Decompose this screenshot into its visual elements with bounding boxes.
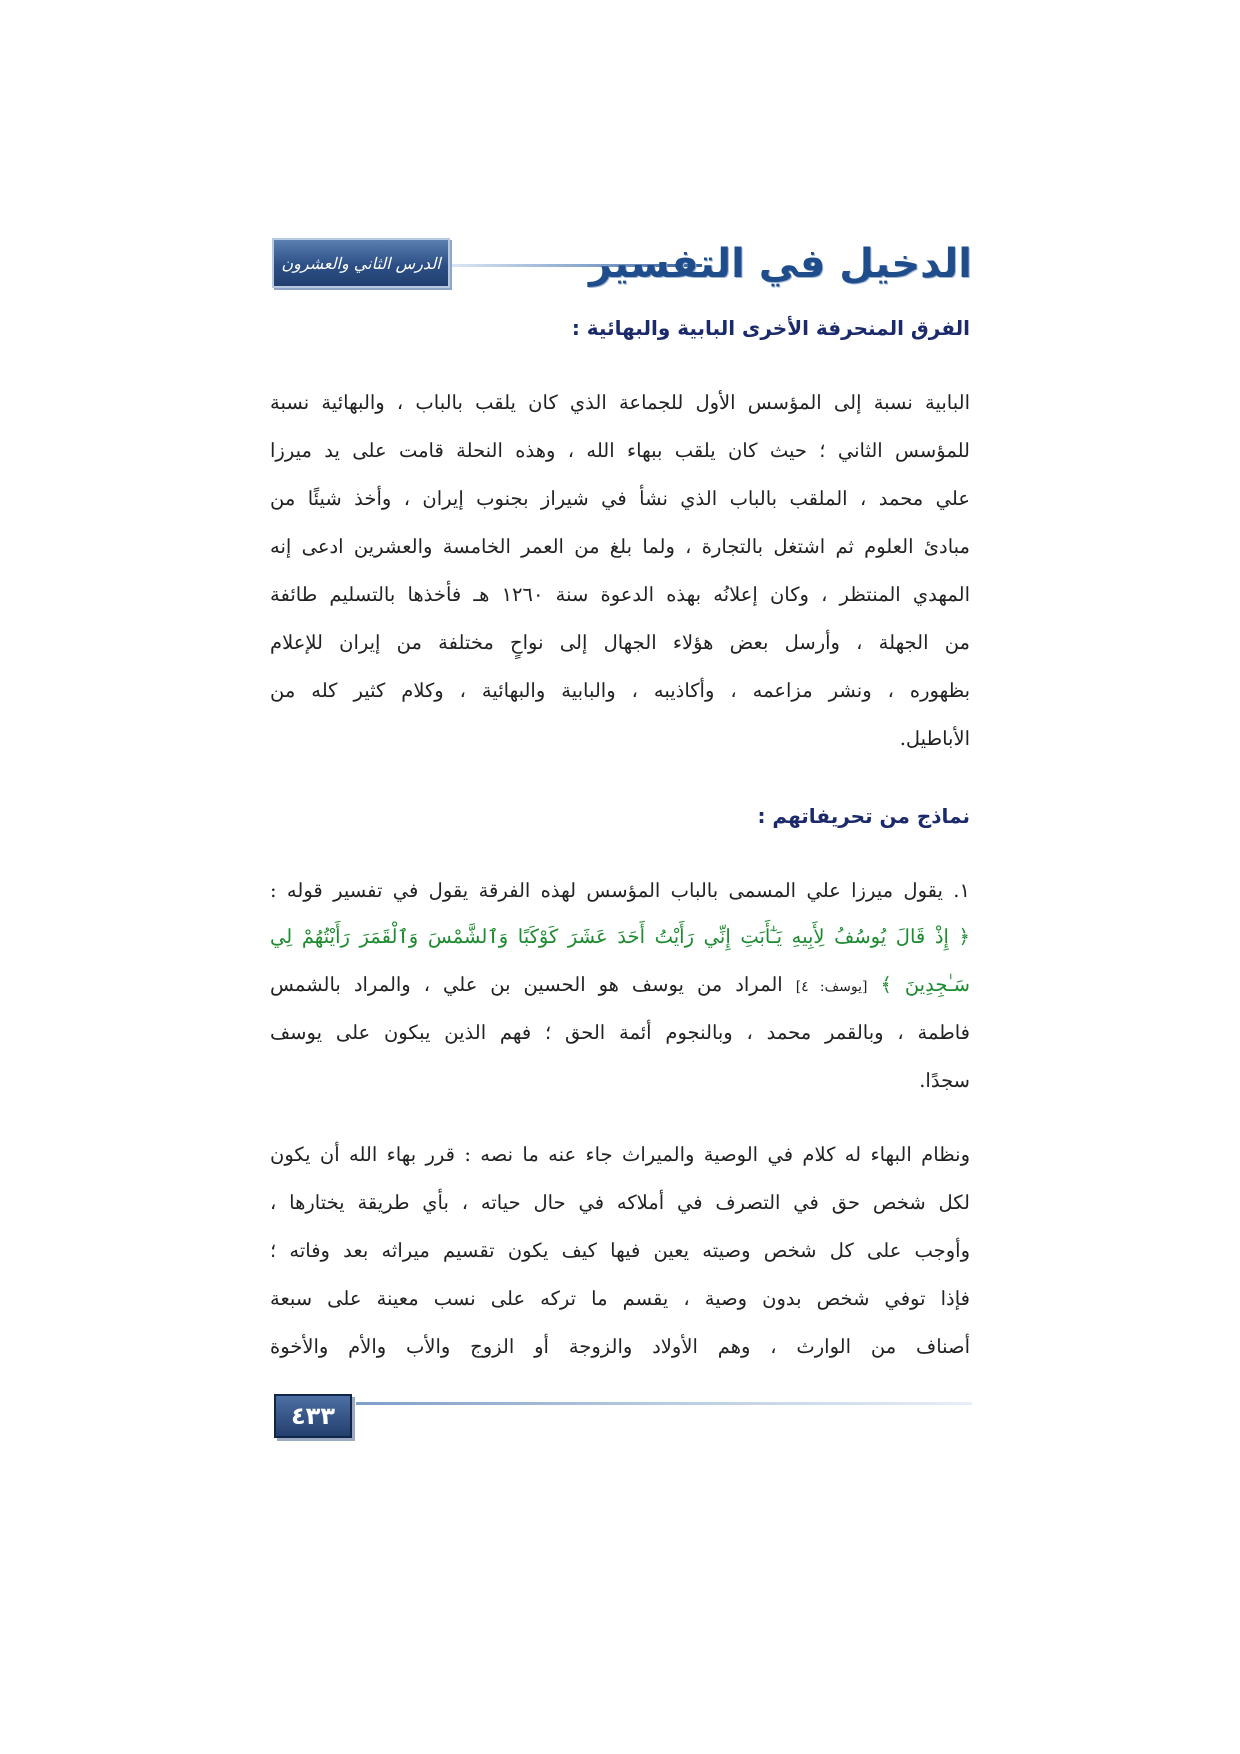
- quran-verse-line: ﴿ إِذْ قَالَ يُوسُفُ لِأَبِيهِ يَـٰٓأَبَتِ إِنِّي رَأَيْتُ أَحَدَ عَشَرَ كَوْكَبًا وَٱلشَّمْسَ وَٱلْقَمَرَ رَأَيْتُهُمْ لِي: [270, 925, 970, 948]
- section-heading-examples: نماذج من تحريفاتهم :: [757, 804, 970, 828]
- page-footer: [272, 1394, 972, 1438]
- paragraph-line: لكل شخص حق في التصرف في أملاكه في حال حياته ، بأي طريقة يختارها ،: [270, 1191, 970, 1214]
- book-title: الدخيل في التفسير: [589, 241, 972, 287]
- paragraph-line: علي محمد ، الملقب بالباب الذي نشأ في شيراز بجنوب إيران ، وأخذ شيئًا من: [270, 487, 970, 510]
- paragraph-line: مبادئ العلوم ثم اشتغل بالتجارة ، ولما بلغ من العمر الخامسة والعشرين ادعى إنه: [270, 535, 970, 558]
- paragraph-line: ونظام البهاء له كلام في الوصية والميراث جاء عنه ما نصه : قرر بهاء الله أن يكون: [270, 1143, 970, 1166]
- list-item-line: ١. يقول ميرزا علي المسمى بالباب المؤسس لهذه الفرقة يقول في تفسير قوله :: [270, 879, 970, 902]
- paragraph-line: الأباطيل.: [899, 727, 970, 750]
- paragraph-line: من الجهلة ، وأرسل بعض هؤلاء الجهال إلى نواحٍ مختلفة من إيران للإعلام: [270, 631, 970, 654]
- footer-divider: [356, 1402, 972, 1405]
- lesson-badge: [272, 238, 450, 288]
- paragraph-line: سجدًا.: [919, 1069, 970, 1092]
- commentary-text: المراد من يوسف هو الحسين بن علي ، والمراد بالشمس: [270, 973, 783, 996]
- section-heading-sects: الفرق المنحرفة الأخرى البابية والبهائية :: [571, 316, 970, 340]
- verse-reference-line: [270, 970, 970, 1002]
- page-number: ٤٣٣: [291, 1402, 335, 1430]
- paragraph-line: فاطمة ، وبالقمر محمد ، وبالنجوم أئمة الحق ؛ فهم الذين يبكون على يوسف: [270, 1021, 970, 1044]
- paragraph-line: للمؤسس الثاني ؛ حيث كان يلقب ببهاء الله ، وهذه النحلة قامت على يد ميرزا: [270, 439, 970, 462]
- paragraph-line: وأوجب على كل شخص وصيته يعين فيها كيف يكون تقسيم ميراثه بعد وفاته ؛: [270, 1239, 970, 1262]
- paragraph-line: أصناف من الوارث ، وهم الأولاد والزوجة أو الزوج والأب والأم والأخوة: [270, 1335, 970, 1358]
- paragraph-line: فإذا توفي شخص بدون وصية ، يقسم ما تركه على نسب معينة على سبعة: [270, 1287, 970, 1310]
- quran-verse-end: سَـٰجِدِينَ ﴾: [880, 973, 970, 996]
- page-header: [272, 238, 972, 288]
- verse-reference: [يوسف: ٤]: [795, 979, 868, 995]
- paragraph-line: المهدي المنتظر ، وكان إعلانُه بهذه الدعوة سنة ١٢٦٠ هـ فأخذها بالتسليم طائفة: [270, 583, 970, 606]
- lesson-label: الدرس الثاني والعشرون: [281, 253, 441, 273]
- page-number-box: [274, 1394, 352, 1438]
- paragraph-line: بظهوره ، ونشر مزاعمه ، وأكاذيبه ، والبابية والبهائية ، وكلام كثير كله من: [270, 679, 970, 702]
- paragraph-line: البابية نسبة إلى المؤسس الأول للجماعة الذي كان يلقب بالباب ، والبهائية نسبة: [270, 391, 970, 414]
